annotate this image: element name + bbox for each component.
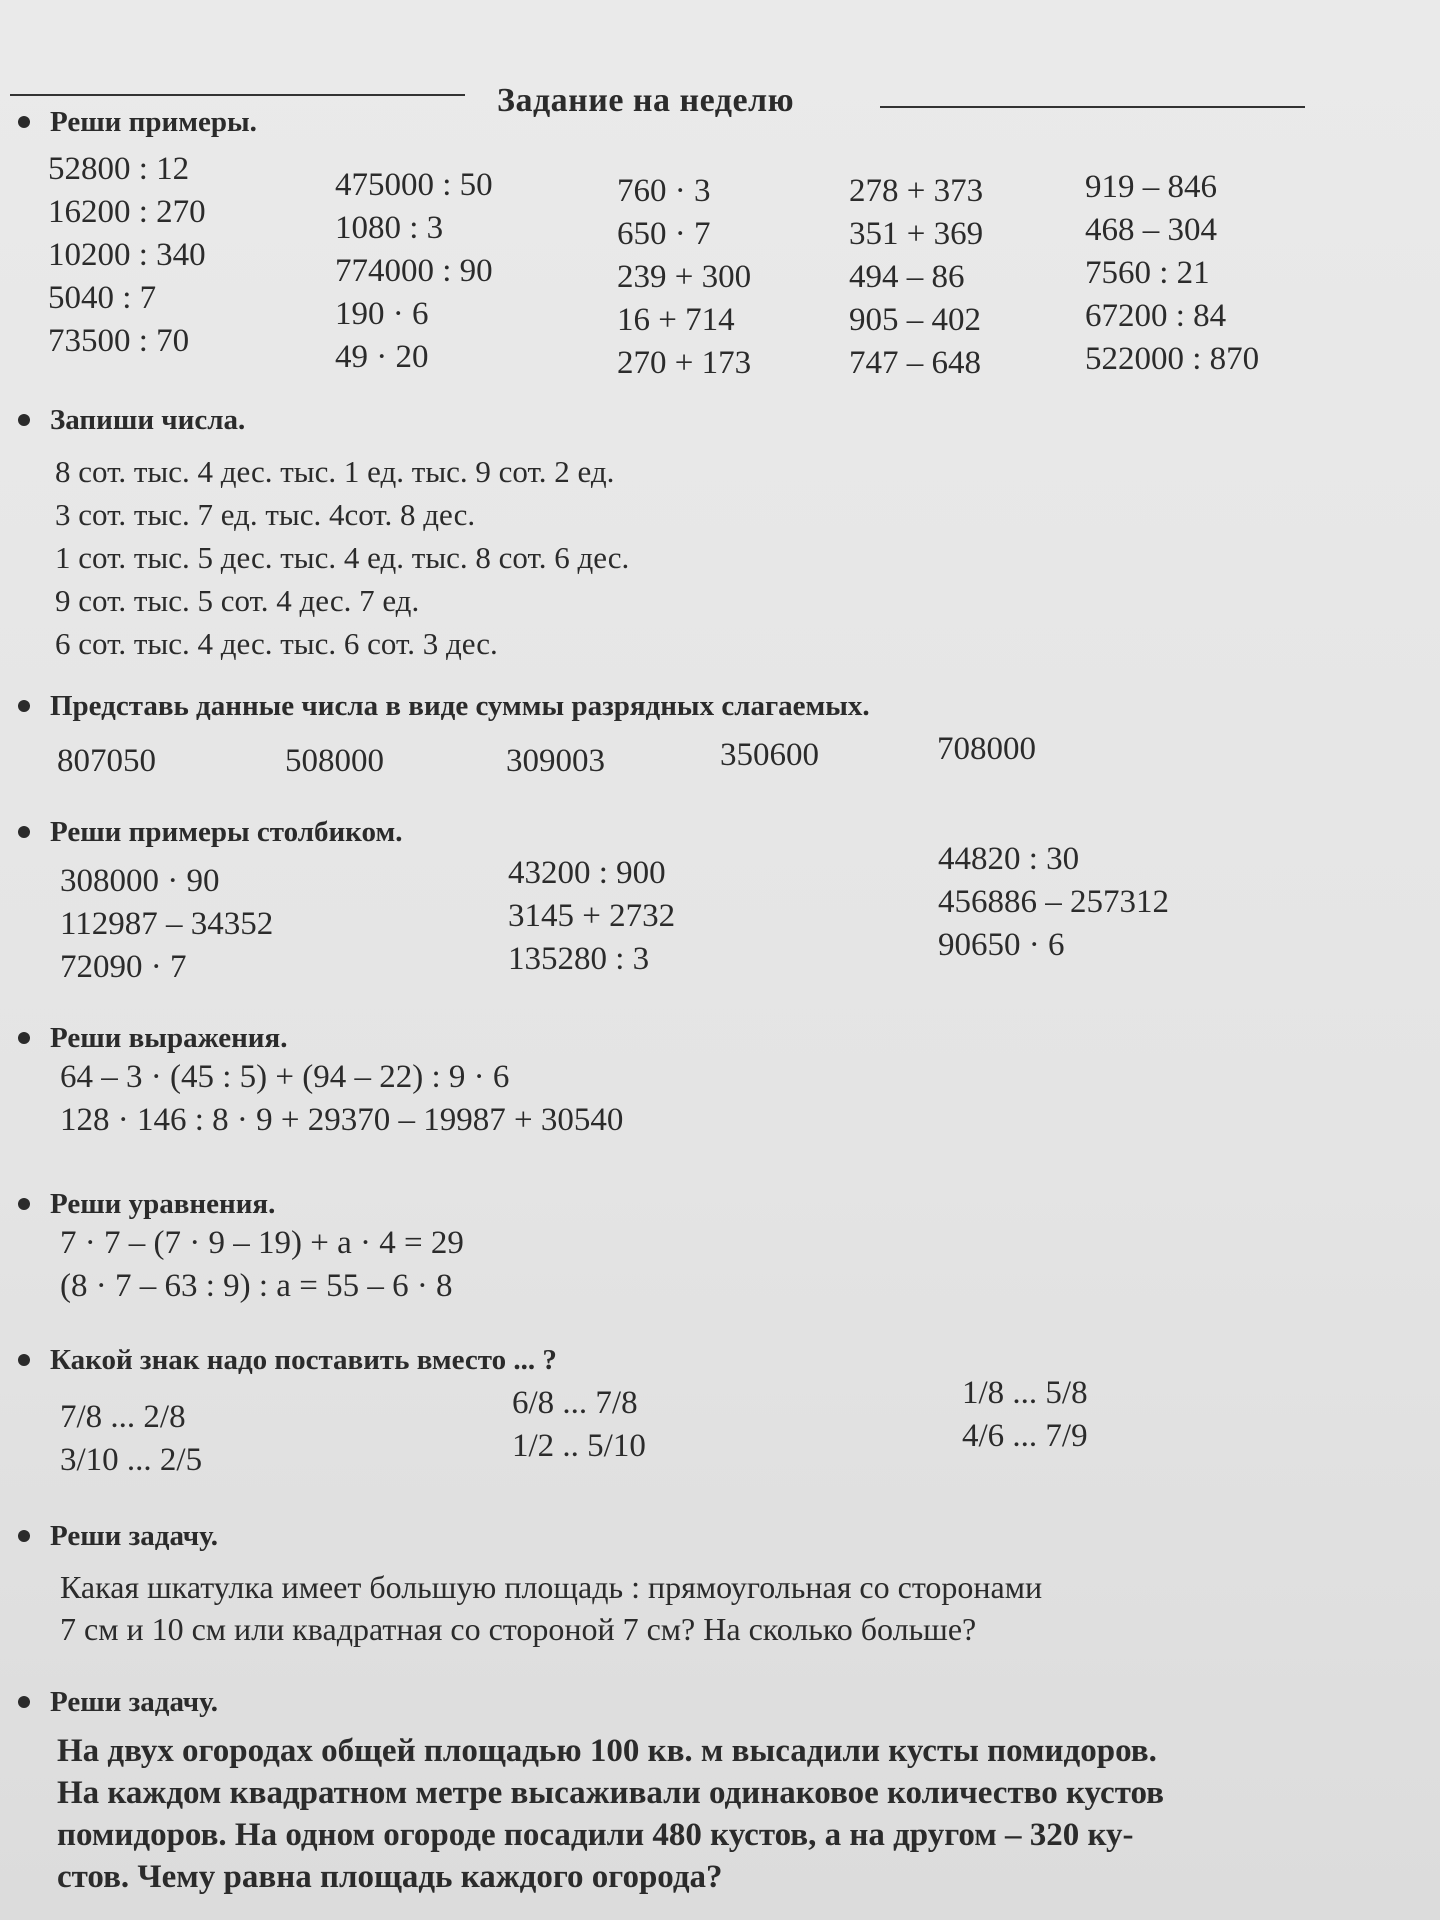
fraction-comparison: 1/2 .. 5/10 <box>512 1428 646 1464</box>
problem-line: На двух огородах общей площадью 100 кв. м высадили кусты помидоров. <box>57 1733 1157 1769</box>
section-compare-fractions <box>18 1344 557 1377</box>
example: 112987 – 34352 <box>60 906 274 942</box>
number-item: 508000 <box>285 743 384 779</box>
heading-text: Реши примеры столбиком. <box>50 816 403 848</box>
problem-line: помидоров. На одном огороде посадили 480 кустов, а на другом – 320 ку- <box>57 1817 1134 1853</box>
example: 49 · 20 <box>335 339 429 375</box>
example: 774000 : 90 <box>335 253 493 289</box>
section-heading <box>18 404 245 437</box>
example: 73500 : 70 <box>48 323 190 359</box>
number-description: 9 сот. тыс. 5 сот. 4 дес. 7 ед. <box>55 583 420 618</box>
section-problem-2 <box>18 1686 218 1719</box>
column-examples-1 <box>60 860 273 989</box>
fraction-comparison: 6/8 ... 7/8 <box>512 1385 638 1421</box>
example: 919 – 846 <box>1085 169 1217 205</box>
examples-column-1 <box>48 148 206 363</box>
example: 90650 · 6 <box>938 927 1065 963</box>
example: 351 + 369 <box>849 216 984 252</box>
section-expressions <box>18 1022 287 1055</box>
problem-1-text <box>60 1566 1042 1650</box>
example: 16200 : 270 <box>48 194 206 230</box>
examples-column-2 <box>335 164 493 379</box>
example: 494 – 86 <box>849 259 965 295</box>
example: 522000 : 870 <box>1085 341 1260 377</box>
heading-text: Запиши числа. <box>50 404 246 436</box>
fraction-comparison: 4/6 ... 7/9 <box>962 1418 1088 1454</box>
equations-list <box>60 1222 464 1308</box>
fractions-column-3 <box>962 1372 1088 1458</box>
example: 52800 : 12 <box>48 151 190 187</box>
bullet-icon <box>18 1354 30 1366</box>
equation: 7 · 7 – (7 · 9 – 19) + а · 4 = 29 <box>60 1225 464 1261</box>
section-heading <box>18 816 402 849</box>
number-description: 1 сот. тыс. 5 дес. тыс. 4 ед. тыс. 8 сот. 6 дес. <box>55 540 630 575</box>
column-examples-2 <box>508 852 675 981</box>
example: 308000 · 90 <box>60 863 220 899</box>
bullet-icon <box>18 826 30 838</box>
fractions-column-1 <box>60 1396 202 1482</box>
section-problem-1 <box>18 1520 218 1553</box>
example: 468 – 304 <box>1085 212 1217 248</box>
example: 135280 : 3 <box>508 941 650 977</box>
section-write-numbers <box>18 404 245 437</box>
fraction-comparison: 7/8 ... 2/8 <box>60 1399 186 1435</box>
example: 43200 : 900 <box>508 855 666 891</box>
fractions-column-2 <box>512 1382 646 1468</box>
bullet-icon <box>18 116 30 128</box>
problem-line: стов. Чему равна площадь каждого огорода? <box>57 1859 723 1895</box>
bullet-icon <box>18 1032 30 1044</box>
example: 5040 : 7 <box>48 280 157 316</box>
section-heading <box>18 106 257 139</box>
section-solve-examples <box>18 106 257 139</box>
fraction-comparison: 1/8 ... 5/8 <box>962 1375 1088 1411</box>
example: 760 · 3 <box>617 173 711 209</box>
section-heading <box>18 1686 218 1719</box>
number-item: 309003 <box>506 743 605 779</box>
number-description: 6 сот. тыс. 4 дес. тыс. 6 сот. 3 дес. <box>55 626 498 661</box>
expressions-list <box>60 1056 623 1142</box>
number-description: 3 сот. тыс. 7 ед. тыс. 4сот. 8 дес. <box>55 497 476 532</box>
section-heading <box>18 1344 557 1377</box>
example: 456886 – 257312 <box>938 884 1169 920</box>
example: 7560 : 21 <box>1085 255 1210 291</box>
example: 278 + 373 <box>849 173 984 209</box>
heading-text: Какой знак надо поставить вместо ... ? <box>50 1344 557 1376</box>
example: 270 + 173 <box>617 345 752 381</box>
number-item: 708000 <box>937 731 1036 767</box>
expression: 64 – 3 · (45 : 5) + (94 – 22) : 9 · 6 <box>60 1059 510 1095</box>
example: 72090 · 7 <box>60 949 187 985</box>
heading-text: Реши выражения. <box>50 1022 288 1054</box>
problem-line: Какая шкатулка имеет большую площадь : прямоугольная со сторонами <box>60 1569 1043 1605</box>
example: 44820 : 30 <box>938 841 1080 877</box>
bullet-icon <box>18 1530 30 1542</box>
title-rule-left <box>10 94 465 96</box>
heading-text: Реши уравнения. <box>50 1188 276 1220</box>
example: 475000 : 50 <box>335 167 493 203</box>
number-description: 8 сот. тыс. 4 дес. тыс. 1 ед. тыс. 9 сот. 2 ед. <box>55 454 615 489</box>
problem-line: 7 см и 10 см или квадратная со стороной 7 см? На сколько больше? <box>60 1611 977 1647</box>
examples-column-5 <box>1085 166 1259 381</box>
problem-line: На каждом квадратном метре высаживали одинаковое количество кустов <box>57 1775 1164 1811</box>
column-examples-3 <box>938 838 1169 967</box>
bullet-icon <box>18 1696 30 1708</box>
example: 1080 : 3 <box>335 210 444 246</box>
heading-text: Реши примеры. <box>50 106 257 138</box>
section-place-value-sums <box>18 690 870 723</box>
example: 190 · 6 <box>335 296 429 332</box>
title-rule-right <box>880 106 1305 108</box>
examples-column-3 <box>617 170 751 385</box>
expression: 128 · 146 : 8 · 9 + 29370 – 19987 + 30540 <box>60 1102 624 1138</box>
example: 16 + 714 <box>617 302 735 338</box>
example: 10200 : 340 <box>48 237 206 273</box>
fraction-comparison: 3/10 ... 2/5 <box>60 1442 203 1478</box>
examples-column-4 <box>849 170 983 385</box>
number-item: 807050 <box>57 743 156 779</box>
bullet-icon <box>18 700 30 712</box>
problem-2-text <box>57 1730 1164 1898</box>
section-heading <box>18 1520 218 1553</box>
example: 650 · 7 <box>617 216 711 252</box>
number-item: 350600 <box>720 737 819 773</box>
section-heading <box>18 1022 287 1055</box>
write-numbers-list <box>55 450 629 665</box>
section-heading <box>18 1188 275 1221</box>
heading-text: Представь данные числа в виде суммы разрядных слагаемых. <box>50 690 870 722</box>
bullet-icon <box>18 414 30 426</box>
section-column-examples <box>18 816 402 849</box>
example: 239 + 300 <box>617 259 752 295</box>
page-title: Задание на неделю <box>497 82 795 119</box>
example: 67200 : 84 <box>1085 298 1227 334</box>
bullet-icon <box>18 1198 30 1210</box>
example: 905 – 402 <box>849 302 981 338</box>
heading-text: Реши задачу. <box>50 1520 219 1552</box>
heading-text: Реши задачу. <box>50 1686 219 1718</box>
example: 3145 + 2732 <box>508 898 676 934</box>
section-equations <box>18 1188 275 1221</box>
section-heading <box>18 690 870 723</box>
equation: (8 · 7 – 63 : 9) : а = 55 – 6 · 8 <box>60 1268 453 1304</box>
example: 747 – 648 <box>849 345 981 381</box>
